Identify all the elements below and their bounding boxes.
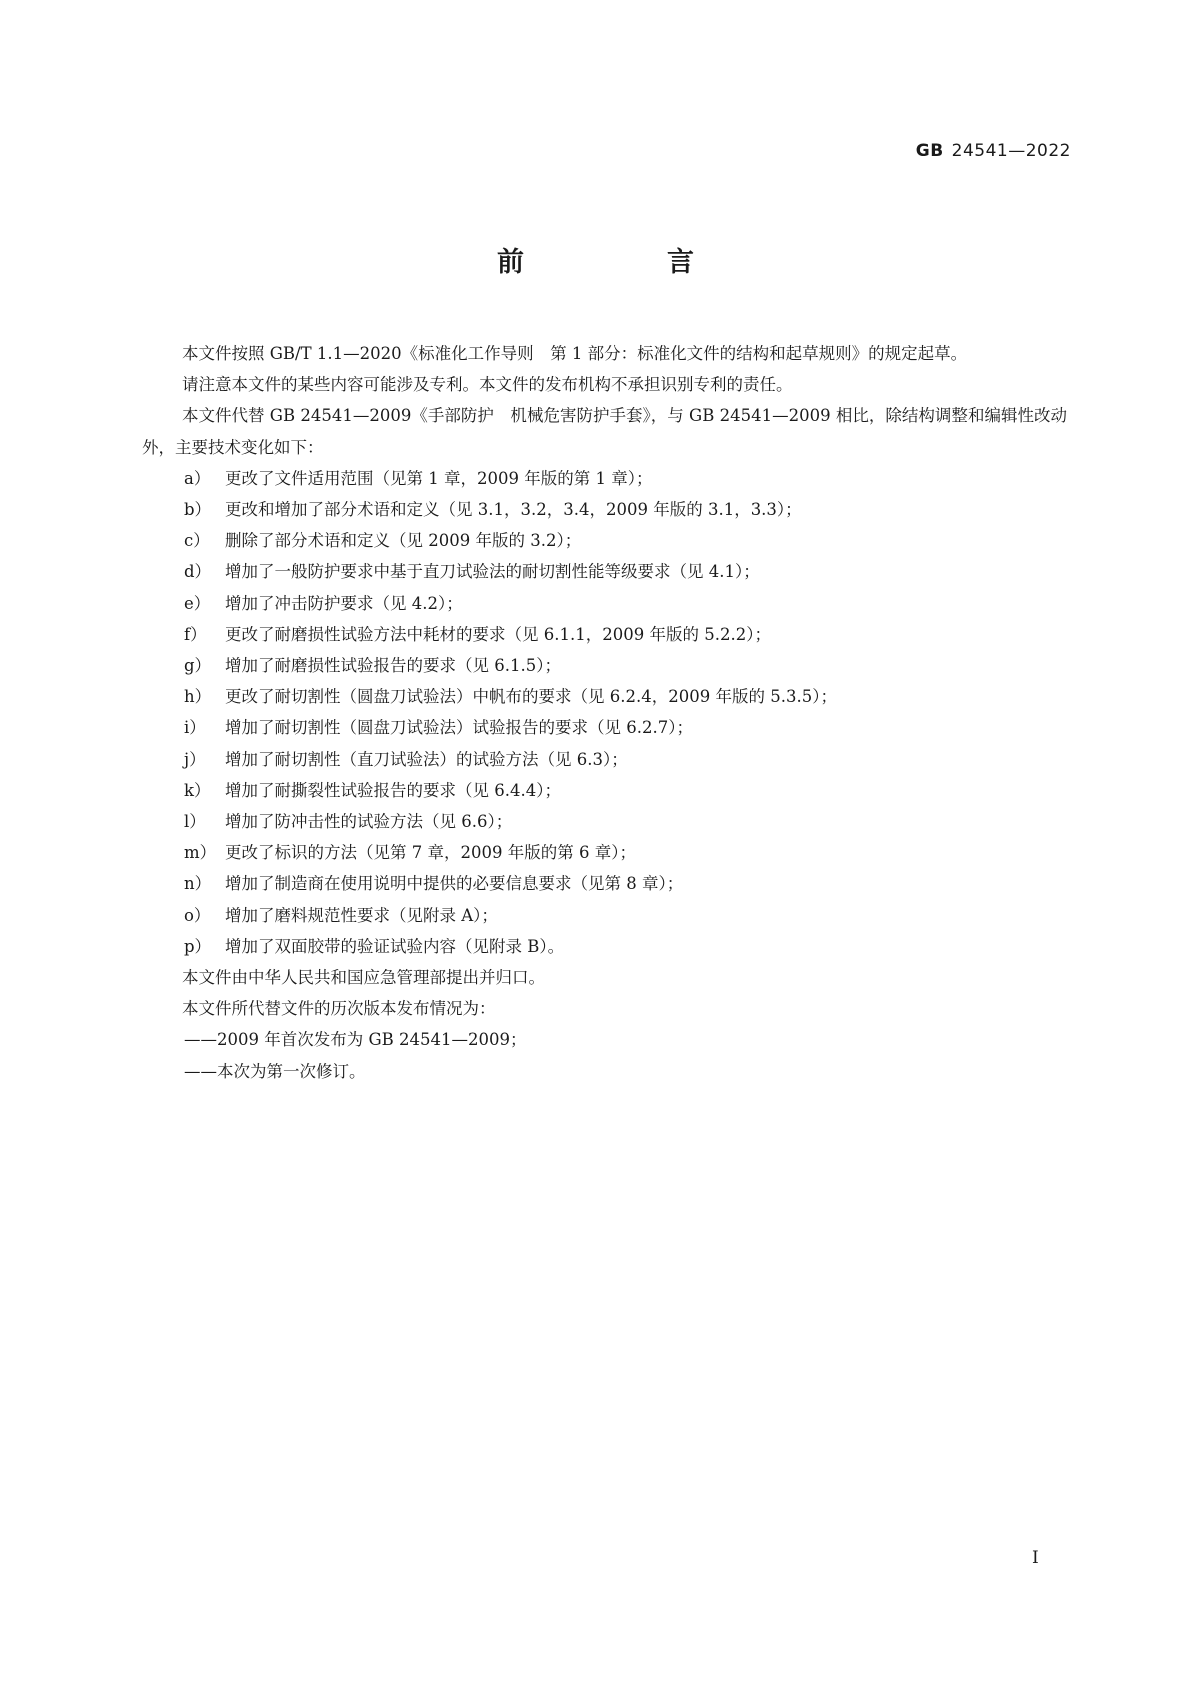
list-item	[142, 463, 1067, 494]
list-marker: o）	[184, 905, 211, 925]
list-marker: m）	[184, 843, 217, 863]
list-marker: h）	[184, 687, 212, 707]
history-item: ——本次为第一次修订。	[184, 1061, 366, 1081]
list-item	[142, 619, 1067, 650]
page-number: Ⅰ	[1032, 1548, 1039, 1568]
list-text: 更改了标识的方法（见第 7 章，2009 年版的第 6 章）；	[225, 843, 636, 863]
page-title: 前 言	[497, 247, 752, 278]
list-text: 增加了耐切割性（圆盘刀试验法）试验报告的要求（见 6.2.7）；	[225, 718, 693, 738]
paragraph-proposer: 本文件由中华人民共和国应急管理部提出并归口。	[182, 968, 545, 988]
list-text: 增加了制造商在使用说明中提供的必要信息要求（见第 8 章）；	[225, 874, 684, 894]
list-item	[142, 525, 1067, 556]
list-item	[142, 681, 1067, 712]
list-text: 增加了耐撕裂性试验报告的要求（见 6.4.4）；	[225, 780, 561, 800]
list-text: 增加了一般防护要求中基于直刀试验法的耐切割性能等级要求（见 4.1）；	[225, 562, 760, 582]
standard-prefix: GB	[915, 141, 944, 161]
list-marker: j）	[184, 749, 206, 769]
list-text: 更改和增加了部分术语和定义（见 3.1，3.2，3.4，2009 年版的 3.1，3.3）；	[225, 500, 802, 520]
list-marker: c）	[184, 531, 210, 551]
list-item	[142, 744, 1067, 775]
list-text: 增加了双面胶带的验证试验内容（见附录 B）。	[225, 936, 565, 956]
list-text: 更改了耐切割性（圆盘刀试验法）中帆布的要求（见 6.2.4，2009 年版的 5.3.5）；	[225, 687, 837, 707]
paragraph-history-intro: 本文件所代替文件的历次版本发布情况为：	[182, 999, 496, 1019]
history-item: ——2009 年首次发布为 GB 24541—2009；	[184, 1030, 527, 1050]
paragraph-replacement: 本文件代替 GB 24541—2009《手部防护 机械危害防护手套》，与 GB 24541—2009 相比，除结构调整和编辑性改动外，主要技术变化如下：	[142, 406, 1067, 457]
list-item	[142, 588, 1067, 619]
list-text: 更改了文件适用范围（见第 1 章，2009 年版的第 1 章）；	[225, 468, 653, 488]
list-item	[142, 806, 1067, 837]
change-list	[142, 463, 1067, 962]
list-text: 增加了冲击防护要求（见 4.2）；	[225, 593, 463, 613]
list-text: 删除了部分术语和定义（见 2009 年版的 3.2）；	[225, 531, 582, 551]
list-item	[142, 868, 1067, 899]
list-text: 增加了磨料规范性要求（见附录 A）；	[225, 905, 498, 925]
list-text: 增加了耐磨损性试验报告的要求（见 6.1.5）；	[225, 656, 561, 676]
list-marker: i）	[184, 718, 206, 738]
list-text: 增加了防冲击性的试验方法（见 6.6）；	[225, 812, 513, 832]
list-item	[142, 712, 1067, 743]
list-item	[142, 837, 1067, 868]
list-item	[142, 931, 1067, 962]
list-marker: g）	[184, 656, 212, 676]
standard-number: 24541—2022	[951, 141, 1071, 161]
list-marker: l）	[184, 812, 206, 832]
list-item	[142, 494, 1067, 525]
list-marker: f）	[184, 624, 207, 644]
list-marker: n）	[184, 874, 212, 894]
list-marker: b）	[184, 500, 212, 520]
list-item	[142, 556, 1067, 587]
list-item	[142, 650, 1067, 681]
paragraph-patent-notice: 请注意本文件的某些内容可能涉及专利。本文件的发布机构不承担识别专利的责任。	[182, 375, 793, 395]
list-marker: a）	[184, 468, 211, 488]
list-item	[142, 775, 1067, 806]
list-marker: d）	[184, 562, 212, 582]
list-marker: p）	[184, 936, 212, 956]
standard-code	[916, 141, 1071, 161]
paragraph-drafting-rules: 本文件按照 GB/T 1.1—2020《标准化工作导则 第 1 部分：标准化文件的结构和起草规则》的规定起草。	[182, 344, 968, 363]
list-item	[142, 900, 1067, 931]
list-text: 更改了耐磨损性试验方法中耗材的要求（见 6.1.1，2009 年版的 5.2.2）；	[225, 624, 771, 644]
list-marker: k）	[184, 780, 211, 800]
list-text: 增加了耐切割性（直刀试验法）的试验方法（见 6.3）；	[225, 749, 628, 769]
preface-body	[142, 338, 1067, 1087]
list-marker: e）	[184, 593, 211, 613]
